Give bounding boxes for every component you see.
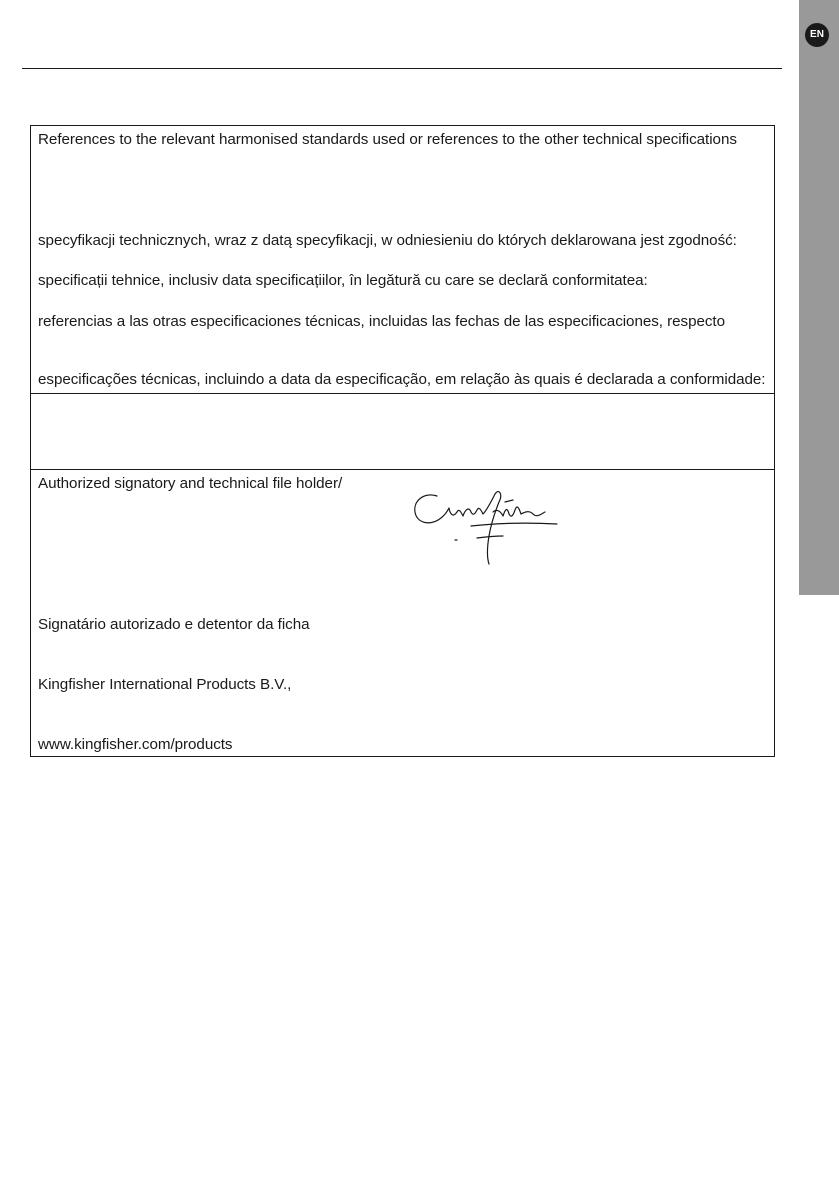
language-side-tab	[799, 0, 839, 595]
authorized-signatory-label: Authorized signatory and technical file holder/	[38, 475, 343, 492]
standards-values-row	[31, 393, 774, 469]
signature-stroke	[505, 500, 513, 502]
signature-stroke	[415, 495, 483, 523]
handwritten-signature	[409, 488, 559, 570]
standards-references-row	[31, 126, 774, 393]
standards-line-ro: specificații tehnice, inclusiv data specificațiilor, în legătură cu care se declară conformitatea:	[38, 272, 648, 289]
header-divider	[22, 68, 782, 69]
company-website: www.kingfisher.com/products	[38, 736, 233, 753]
standards-line-es: referencias a las otras especificaciones técnicas, incluidas las fechas de las especificaciones, respecto	[38, 313, 725, 330]
standards-line-en: References to the relevant harmonised standards used or references to the other technical specifications	[38, 131, 737, 148]
standards-line-pt: especificações técnicas, incluindo a data da especificação, em relação às quais é declarada a conformidade:	[38, 371, 766, 388]
signatory-row	[31, 469, 774, 756]
signature-stroke	[477, 536, 503, 538]
declaration-table	[30, 125, 775, 757]
signature-stroke	[483, 492, 501, 564]
standards-line-pl: specyfikacji technicznych, wraz z datą specyfikacji, w odniesieniu do których deklarowana jest zgodność:	[38, 232, 737, 249]
authorized-signatory-label-pt: Signatário autorizado e detentor da ficha	[38, 616, 310, 633]
company-name: Kingfisher International Products B.V.,	[38, 676, 292, 693]
language-badge: EN	[805, 23, 829, 47]
signature-stroke	[493, 507, 545, 516]
signature-stroke	[471, 523, 557, 526]
